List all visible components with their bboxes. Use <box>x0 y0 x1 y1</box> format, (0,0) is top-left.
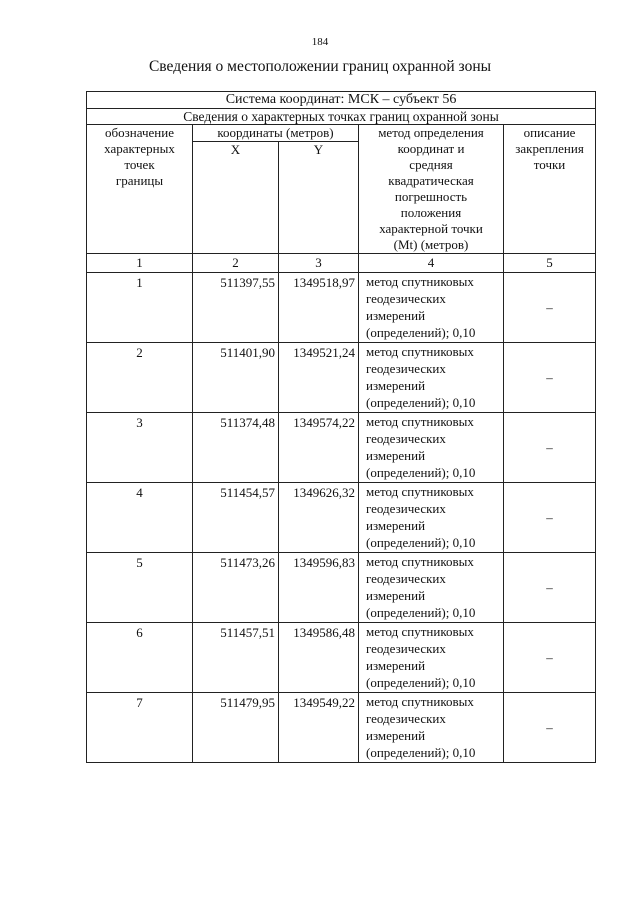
header-line: погрешность <box>394 189 468 204</box>
header-line: обозначение <box>105 125 174 140</box>
header-line: метод определения <box>378 125 484 140</box>
method-line: метод спутниковых <box>366 484 474 499</box>
method-line: измерений <box>366 378 426 393</box>
point-number-cell: 7 <box>87 693 193 763</box>
method-line: метод спутниковых <box>366 344 474 359</box>
point-number-cell: 3 <box>87 413 193 483</box>
method-line: измерений <box>366 448 426 463</box>
y-coordinate-cell: 1349626,32 <box>279 483 359 553</box>
header-line: характерной точки <box>379 221 483 236</box>
method-cell <box>359 553 504 623</box>
y-coordinate-cell: 1349574,22 <box>279 413 359 483</box>
description-cell: – <box>504 483 596 553</box>
table-row <box>87 343 596 413</box>
description-cell: – <box>504 693 596 763</box>
method-line: измерений <box>366 658 426 673</box>
method-line: измерений <box>366 308 426 323</box>
column-number: 3 <box>279 254 359 273</box>
header-description <box>504 125 596 254</box>
y-coordinate-cell: 1349596,83 <box>279 553 359 623</box>
y-coordinate-cell: 1349521,24 <box>279 343 359 413</box>
method-line: метод спутниковых <box>366 274 474 289</box>
method-line: геодезических <box>366 501 446 516</box>
method-line: измерений <box>366 728 426 743</box>
point-number-cell: 2 <box>87 343 193 413</box>
x-coordinate-cell: 511401,90 <box>193 343 279 413</box>
method-line: метод спутниковых <box>366 694 474 709</box>
method-cell <box>359 483 504 553</box>
x-coordinate-cell: 511473,26 <box>193 553 279 623</box>
method-line: геодезических <box>366 711 446 726</box>
method-line: (определений); 0,10 <box>366 745 476 760</box>
header-line: точки <box>533 157 566 172</box>
y-coordinate-cell: 1349549,22 <box>279 693 359 763</box>
page-number: 184 <box>311 36 329 48</box>
point-number-cell: 6 <box>87 623 193 693</box>
method-cell <box>359 693 504 763</box>
description-cell: – <box>504 273 596 343</box>
point-number-cell: 1 <box>87 273 193 343</box>
header-coordinates: координаты (метров) <box>193 125 359 142</box>
header-line: средняя <box>409 157 453 172</box>
document-title: Сведения о местоположении границ охранной зоны <box>148 58 492 75</box>
header-y: Y <box>279 142 359 254</box>
coordinate-system-cell: Система координат: МСК – субъект 56 <box>87 92 596 109</box>
boundary-points-table-container <box>86 91 595 763</box>
method-line: (определений); 0,10 <box>366 395 476 410</box>
header-line: характерных <box>104 141 175 156</box>
description-cell: – <box>504 413 596 483</box>
method-line: измерений <box>366 518 426 533</box>
column-number: 4 <box>359 254 504 273</box>
method-line: геодезических <box>366 571 446 586</box>
header-line: квадратическая <box>388 173 474 188</box>
method-line: метод спутниковых <box>366 414 474 429</box>
method-line: геодезических <box>366 431 446 446</box>
point-number-cell: 5 <box>87 553 193 623</box>
table-row <box>87 553 596 623</box>
header-method <box>359 125 504 254</box>
method-cell <box>359 273 504 343</box>
method-line: (определений); 0,10 <box>366 465 476 480</box>
table-row <box>87 273 596 343</box>
description-cell: – <box>504 553 596 623</box>
method-line: (определений); 0,10 <box>366 675 476 690</box>
header-line: описание <box>523 125 576 140</box>
method-line: (определений); 0,10 <box>366 325 476 340</box>
method-line: геодезических <box>366 291 446 306</box>
method-line: метод спутниковых <box>366 554 474 569</box>
header-line: границы <box>115 173 164 188</box>
y-coordinate-cell: 1349586,48 <box>279 623 359 693</box>
x-coordinate-cell: 511374,48 <box>193 413 279 483</box>
y-coordinate-cell: 1349518,97 <box>279 273 359 343</box>
table-row <box>87 623 596 693</box>
method-cell <box>359 623 504 693</box>
table-row <box>87 413 596 483</box>
method-line: (определений); 0,10 <box>366 535 476 550</box>
boundary-points-table <box>86 91 596 763</box>
method-line: геодезических <box>366 361 446 376</box>
section-title-cell: Сведения о характерных точках границ охранной зоны <box>87 109 596 125</box>
header-x: X <box>193 142 279 254</box>
point-number-cell: 4 <box>87 483 193 553</box>
x-coordinate-cell: 511457,51 <box>193 623 279 693</box>
column-number: 5 <box>504 254 596 273</box>
header-line: координат и <box>397 141 465 156</box>
method-cell <box>359 413 504 483</box>
method-line: измерений <box>366 588 426 603</box>
table-row <box>87 693 596 763</box>
method-line: метод спутниковых <box>366 624 474 639</box>
header-point-designation <box>87 125 193 254</box>
header-line: (Mt) (метров) <box>393 237 469 252</box>
header-line: положения <box>400 205 462 220</box>
method-line: (определений); 0,10 <box>366 605 476 620</box>
method-line: геодезических <box>366 641 446 656</box>
column-number: 2 <box>193 254 279 273</box>
x-coordinate-cell: 511454,57 <box>193 483 279 553</box>
x-coordinate-cell: 511479,95 <box>193 693 279 763</box>
method-cell <box>359 343 504 413</box>
header-line: закрепления <box>515 141 584 156</box>
column-number: 1 <box>87 254 193 273</box>
x-coordinate-cell: 511397,55 <box>193 273 279 343</box>
table-row <box>87 483 596 553</box>
header-line: точек <box>124 157 155 172</box>
description-cell: – <box>504 343 596 413</box>
description-cell: – <box>504 623 596 693</box>
